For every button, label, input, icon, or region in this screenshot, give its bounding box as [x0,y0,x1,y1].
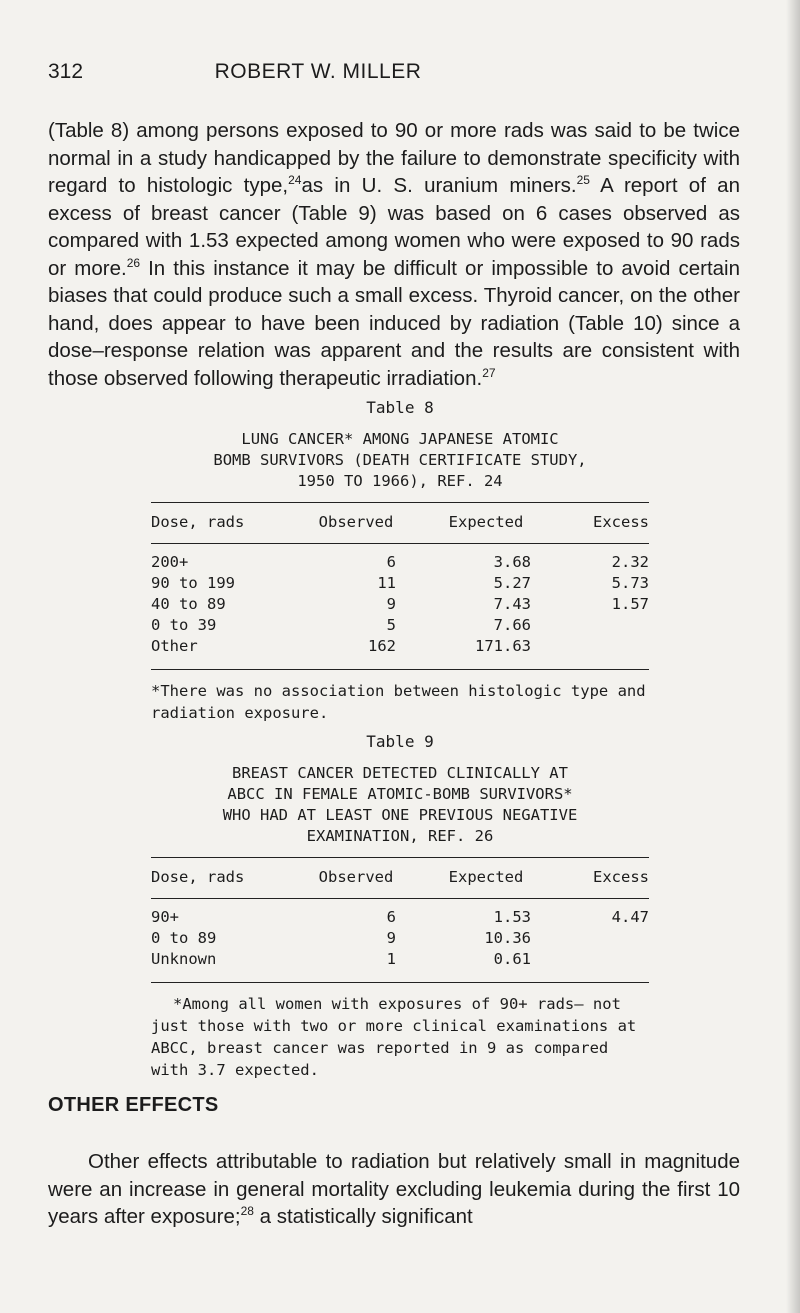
caption-line: 1950 TO 1966), REF. 24 [297,472,503,490]
table-row [151,949,649,970]
table-body [151,899,649,982]
reference-marker: 25 [576,173,590,187]
table-cell [531,615,649,636]
caption-line: LUNG CANCER* AMONG JAPANESE ATOMIC [241,430,559,448]
table-caption [151,429,649,492]
paragraph-text: Other effects attributable to radiation but relatively small in magnitude were an increase in general mortality excluding leukemia during the first 10 years after exposure; [48,1150,740,1228]
table-caption [151,763,649,847]
reference-marker: 27 [482,365,496,380]
body-paragraph [48,1148,740,1231]
column-header: Observed [318,868,394,886]
table-number: Table 8 [366,398,434,417]
table-cell: 4.47 [611,908,649,926]
column-header: Observed [318,513,394,531]
caption-line: EXAMINATION, REF. 26 [306,827,494,845]
table-cell: 10.36 [484,929,531,947]
table-footnote: *Among all women with exposures of 90+ rads— not just those with two or more clinical examinations at ABCC, breast cancer was reported in 9 as compared with 3.7 expected. [151,995,637,1079]
table-cell: 5.73 [611,574,649,592]
paragraph-text: a statistically significant [253,1205,473,1228]
table-8 [151,398,649,724]
table-row [151,573,649,594]
table-cell: 200+ [151,553,189,571]
table-cell [531,928,649,949]
table-bottom-rule [151,669,649,670]
table-cell: 9 [386,595,396,613]
caption-line: ABCC IN FEMALE ATOMIC-BOMB SURVIVORS* [227,785,573,803]
column-header: Dose, rads [151,513,245,531]
paragraph-text: (Table 8) among persons exposed to 90 or more rads was said to be twice normal in a study handicapped by the failure to demonstrate specificity with regard to histologic type, [48,119,740,197]
table-cell: 11 [377,574,396,592]
column-header: Dose, rads [151,868,245,886]
table-cell: 2.32 [611,553,649,571]
table-cell: Other [151,637,198,655]
table-header-row [151,503,649,543]
running-head: ROBERT W. MILLER [214,60,422,83]
table-cell: 0 to 89 [151,929,217,947]
table-row [151,552,649,573]
table-row [151,907,649,928]
section-heading: OTHER EFFECTS [48,1094,219,1116]
reference-marker: 24 [288,173,302,187]
table-cell: 1.57 [611,595,649,613]
table-cell: 171.63 [475,637,531,655]
page-header [48,60,748,96]
table-cell: 1.53 [493,908,531,926]
column-header: Excess [593,868,649,886]
table-cell: 6 [386,908,396,926]
table-footnote: *There was no association between histologic type and radiation exposure. [151,682,646,722]
paragraph-text: A report of an excess of breast cancer (Table 9) was based on 6 cases observed as compared with 1.53 expected among women who were exposed to 90 rads or more. [48,174,740,280]
table-9 [151,732,649,1081]
table-cell: 5.27 [493,574,531,592]
table-cell: Unknown [151,950,217,968]
column-header: Expected [448,868,524,886]
body-paragraph [48,117,740,392]
table-row [151,594,649,615]
table-cell: 0 to 39 [151,616,217,634]
table-cell: 7.66 [493,616,531,634]
table-row [151,928,649,949]
caption-line: BOMB SURVIVORS (DEATH CERTIFICATE STUDY, [213,451,587,469]
paragraph-text: as in U. S. uranium miners. [301,174,577,197]
table-row [151,636,649,657]
table-cell: 9 [386,929,396,947]
table-header-row [151,858,649,898]
table-cell: 5 [386,616,396,634]
table-cell: 162 [368,637,396,655]
table-cell: 90 to 199 [151,574,235,592]
table-cell: 6 [386,553,396,571]
table-row [151,615,649,636]
table-bottom-rule [151,982,649,983]
table-body [151,544,649,669]
column-header: Excess [593,513,649,531]
caption-line: WHO HAD AT LEAST ONE PREVIOUS NEGATIVE [222,806,578,824]
table-cell: 3.68 [493,553,531,571]
caption-line: BREAST CANCER DETECTED CLINICALLY AT [232,764,568,782]
table-cell: 7.43 [493,595,531,613]
column-header: Expected [448,513,524,531]
reference-marker: 28 [240,1204,254,1218]
table-cell [531,636,649,657]
reference-marker: 26 [126,255,141,270]
table-cell: 0.61 [493,950,531,968]
paragraph-text: In this instance it may be difficult or impossible to avoid certain biases that could produce such a small excess. Thyroid cancer, on the other hand, does appear to have been induced by radiation (Table 10) since a dose–response relation was apparent and the results are consistent with those observed following therapeutic irradiation. [48,256,740,390]
page-number: 312 [48,60,84,83]
table-cell: 90+ [151,908,179,926]
table-cell: 1 [386,950,396,968]
table-cell [531,949,649,970]
table-number: Table 9 [366,732,434,751]
table-cell: 40 to 89 [151,595,226,613]
